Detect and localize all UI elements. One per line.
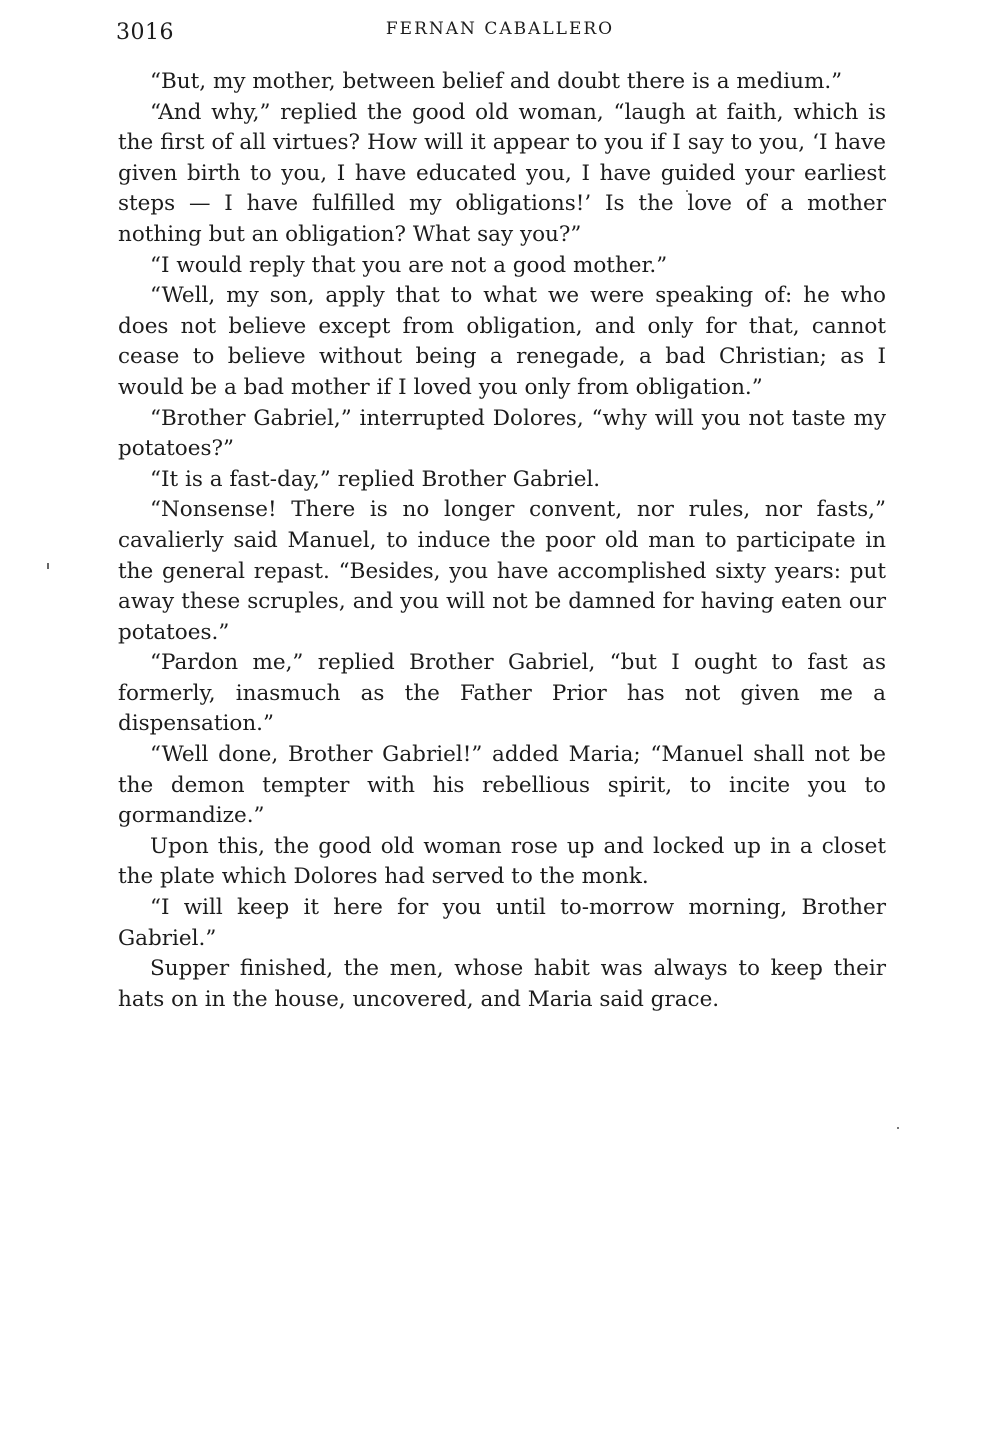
paragraph: “But, my mother, between belief and doubt there is a medium.” [150,69,843,94]
page-number: 3016 [116,20,174,45]
paragraph: “Brother Gabriel,” interrupted Dolores, “why will you not taste my potatoes?” [118,405,886,462]
paragraph: Supper finished, the men, whose habit was always to keep their hats on in the house, uncovered, and Maria said grace. [118,956,886,1012]
paragraph: “I will keep it here for you until to-morrow morning, Brother Gabriel.” [118,895,886,951]
paragraph: “Well done, Brother Gabriel!” added Maria; “Manuel shall not be the demon tempter with his rebellious spirit, to incite you to gormandize.” [118,742,886,829]
paragraph: Upon this, the good old woman rose up and locked up in a closet the plate which Dolores had served to the monk. [118,833,886,890]
paper-speck [897,1127,899,1129]
paragraph: “Well, my son, apply that to what we were speaking of: he who does not believe except from obligation, and only for that, cannot cease to believe without being a renegade, a bad Christian; as I would be a bad mother if I loved you only from obligation.” [118,283,886,400]
margin-mark [47,563,49,569]
paragraph: “And why,” replied the good old woman, “laugh at faith, which is the first of all virtues? How will it appear to you if I say to you, ‘I have given birth to you, I have educated you, I have guided your earliest steps — I have fulfilled my obligations!’ Is the love of a mother nothing but an obligation? What say you?” [118,99,886,247]
paragraph: “Pardon me,” replied Brother Gabriel, “but I ought to fast as formerly, inasmuch as the Father Prior has not given me a dispensation.” [118,650,886,737]
paragraph: “Nonsense! There is no longer convent, nor rules, nor fasts,” cavalierly said Manuel, to induce the poor old man to participate in the general repast. “Besides, you have accomplished sixty years: put away these scruples, and you will not be damned for having eaten our potatoes.” [118,497,886,645]
running-head: FERNAN CABALLERO [385,19,615,39]
paragraph: “I would reply that you are not a good mother.” [150,252,668,278]
body-text [118,67,886,1015]
paragraph: “It is a fast-day,” replied Brother Gabriel. [150,466,601,492]
